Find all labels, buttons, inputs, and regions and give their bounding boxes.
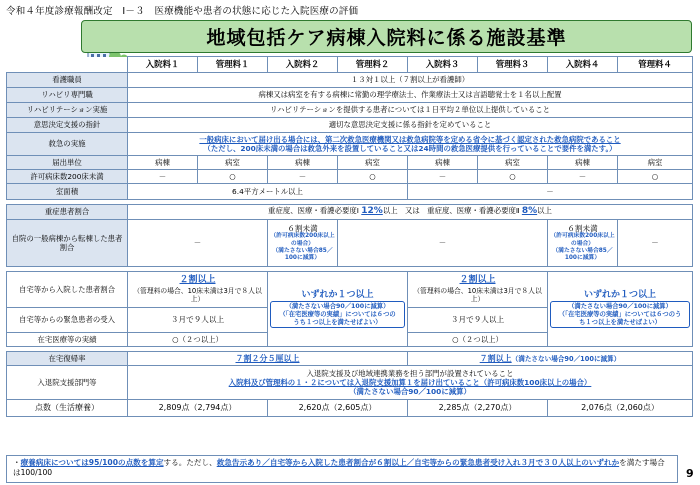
either-cell xyxy=(268,272,408,347)
table-row xyxy=(7,103,693,118)
severity-text-1: 重症度、医療・看護必要度Ⅰ xyxy=(268,206,359,216)
emergency-line-1: 一般病床において届け出る場合には、第二次救急医療機関又は救急病院等を定める省令に基づく認定された救急病院であること xyxy=(199,134,621,144)
table-row xyxy=(7,88,693,103)
transfer-dash: － xyxy=(618,220,693,267)
home-care-cell: ○（２つ以上） xyxy=(408,333,548,347)
either-notes xyxy=(550,301,690,329)
row-label: 室面積 xyxy=(7,184,128,200)
severity-value-1: 12% xyxy=(361,206,383,217)
points-cell: 2,285点（2,270点） xyxy=(408,400,548,417)
row-label: 自院の一般病棟から転棟した患者割合 xyxy=(7,220,128,267)
row-label: 入退院支援部門等 xyxy=(7,366,128,400)
either-note-2: （「在宅医療等の実績」については６つのうち１つ以上を満たせばよい） xyxy=(279,310,396,326)
area-dash: － xyxy=(408,184,693,200)
urgent-value: ３月で９人以上 xyxy=(450,315,505,325)
row-label: 自宅等から入院した患者割合 xyxy=(7,272,128,308)
row-label: 重症患者割合 xyxy=(7,205,128,220)
return-rate-right-note: （満たさない場合90／100に減算） xyxy=(511,354,621,363)
return-rate-right-main: ７割以上 xyxy=(479,353,512,363)
row-value: リハビリテーションを提供する患者については１日平均２単位以上提供していること xyxy=(128,103,693,118)
either-notes xyxy=(270,301,405,329)
row-label: 在宅復帰率 xyxy=(7,352,128,366)
beds-cell: － xyxy=(268,170,338,184)
transfer-cell xyxy=(548,220,618,267)
either-main: いずれか１つ以上 xyxy=(583,289,656,300)
column-header: 入院料２ xyxy=(268,57,338,73)
transfer-note-1: （許可病床数200床以上の場合） xyxy=(270,233,335,247)
either-note-2: （「在宅医療等の実績」については６つのうち１つ以上を満たせばよい） xyxy=(558,310,682,326)
column-header: 管理料４ xyxy=(618,57,693,73)
table-row xyxy=(7,156,693,170)
home-admit-cell xyxy=(128,272,268,308)
severity-text-3: 以上 xyxy=(537,206,552,216)
footer-note xyxy=(6,455,678,483)
row-value xyxy=(128,133,693,156)
unit-cell: 病棟 xyxy=(128,156,198,170)
row-label: 自宅等からの緊急患者の受入 xyxy=(7,308,128,333)
transfer-cell xyxy=(268,220,338,267)
transfer-note-2: （満たさない場合85／100に減算） xyxy=(552,247,613,261)
unit-cell: 病棟 xyxy=(548,156,618,170)
severity-value-2: 8% xyxy=(521,206,538,217)
row-label: リハビリテーション実施 xyxy=(7,103,128,118)
row-label: リハビリ専門職 xyxy=(7,88,128,103)
row-label: 看護職員 xyxy=(7,73,128,88)
column-header: 管理料２ xyxy=(338,57,408,73)
page-title: 地域包括ケア病棟入院料に係る施設基準 xyxy=(206,27,567,49)
column-header: 管理料１ xyxy=(198,57,268,73)
footer-text-3: 救急告示あり／自宅等から入院した患者割合が６割以上／自宅等からの緊急患者受け入れ３月で３０人以上のいずれか xyxy=(216,458,620,467)
table-row xyxy=(7,366,693,400)
criteria-table xyxy=(6,56,693,417)
unit-cell: 病室 xyxy=(338,156,408,170)
transfer-dash: － xyxy=(338,220,548,267)
home-admit-sub: （管理料の場合、10床未満は3月で８人以上） xyxy=(133,286,262,304)
beds-cell: － xyxy=(548,170,618,184)
transfer-note-2: （満たさない場合85／100に減算） xyxy=(272,247,333,261)
table-row xyxy=(7,73,693,88)
footer-text-1: 療養病床については95/100の点数を算定 xyxy=(20,458,164,467)
table-row xyxy=(7,184,693,200)
discharge-line-3: （満たさない場合90／100に減算） xyxy=(349,387,471,397)
home-admit-cell xyxy=(408,272,548,308)
row-value: 病棟又は病室を有する病棟に常勤の理学療法士、作業療法士又は言語聴覚士を１名以上配置 xyxy=(128,88,693,103)
beds-cell: － xyxy=(408,170,478,184)
unit-cell: 病室 xyxy=(198,156,268,170)
table-row xyxy=(7,352,693,366)
row-value: 適切な意思決定支援に係る指針を定めていること xyxy=(128,118,693,133)
beds-cell: ○ xyxy=(478,170,548,184)
row-label: 届出単位 xyxy=(7,156,128,170)
beds-cell: ○ xyxy=(618,170,693,184)
table-row xyxy=(7,272,693,308)
area-value: 6.4平方メートル以上 xyxy=(128,184,408,200)
either-cell xyxy=(548,272,693,347)
column-header: 入院料４ xyxy=(548,57,618,73)
home-admit-sub: （管理料の場合、10床未満は3月で８人以上） xyxy=(413,286,542,304)
row-value: １３対１以上（７割以上が看護師） xyxy=(128,73,693,88)
beds-cell: ○ xyxy=(198,170,268,184)
beds-cell: － xyxy=(128,170,198,184)
row-label: 許可病床数200床未満 xyxy=(7,170,128,184)
table-row xyxy=(7,400,693,417)
table-row xyxy=(7,118,693,133)
home-care-cell: ○（２つ以上） xyxy=(128,333,268,347)
transfer-main: ６割未満 xyxy=(287,223,318,233)
return-rate-right xyxy=(408,352,693,366)
column-header: 入院料１ xyxy=(128,57,198,73)
row-label: 救急の実施 xyxy=(7,133,128,156)
row-label: 意思決定支援の指針 xyxy=(7,118,128,133)
page-number: 9 xyxy=(686,467,694,480)
either-note-1: （満たさない場合90／100に減算） xyxy=(568,302,672,310)
table-row xyxy=(7,133,693,156)
home-admit-main: ２割以上 xyxy=(179,275,216,286)
transfer-main: ６割未満 xyxy=(567,223,598,233)
discharge-line-1: 入退院支援及び地域連携業務を担う部門が設置されていること xyxy=(306,368,514,378)
severity-text-2: 以上 又は 重症度、医療・看護必要度Ⅱ xyxy=(382,206,520,216)
emergency-line-2: （ただし、200床未満の場合は救急外来を設置していること又は24時間の救急医療提供を行っていることで要件を満たす。） xyxy=(203,144,617,153)
either-main: いずれか１つ以上 xyxy=(301,289,374,300)
discharge-cell xyxy=(128,366,693,400)
transfer-dash: － xyxy=(128,220,268,267)
footer-bullet: ・ xyxy=(13,458,21,467)
urgent-cell xyxy=(128,308,268,333)
column-header: 管理料３ xyxy=(478,57,548,73)
either-note-1: （満たさない場合90／100に減算） xyxy=(285,302,390,310)
page-title-banner xyxy=(81,20,692,53)
points-cell: 2,620点（2,605点） xyxy=(268,400,408,417)
unit-cell: 病棟 xyxy=(268,156,338,170)
row-label: 在宅医療等の実績 xyxy=(7,333,128,347)
return-rate-left: ７割２分５厘以上 xyxy=(128,352,408,366)
severity-value xyxy=(128,205,693,220)
footer-text-4: を満たす場合は100/100 xyxy=(13,458,665,478)
home-admit-main: ２割以上 xyxy=(459,275,496,286)
unit-cell: 病棟 xyxy=(408,156,478,170)
unit-cell: 病室 xyxy=(478,156,548,170)
points-cell: 2,076点（2,060点） xyxy=(548,400,693,417)
column-header: 入院料３ xyxy=(408,57,478,73)
footer-text-2: する。ただし、 xyxy=(163,458,217,467)
beds-cell: ○ xyxy=(338,170,408,184)
urgent-value: ３月で９人以上 xyxy=(170,315,225,325)
column-header-row xyxy=(7,57,693,73)
header-breadcrumb: 令和４年度診療報酬改定 Ⅰ－３ 医療機能や患者の状態に応じた入院医療の評価 xyxy=(6,6,359,17)
table-row xyxy=(7,170,693,184)
points-cell: 2,809点（2,794点） xyxy=(128,400,268,417)
table-row xyxy=(7,220,693,267)
unit-cell: 病室 xyxy=(618,156,693,170)
table-row xyxy=(7,205,693,220)
discharge-line-2: 入院料及び管理料の１・２については入退院支援加算１を届け出ていること（許可病床数100床以上の場合） xyxy=(228,377,592,387)
row-label: 点数（生活療養） xyxy=(7,400,128,417)
transfer-note-1: （許可病床数200床以上の場合） xyxy=(550,233,615,247)
urgent-cell xyxy=(408,308,548,333)
